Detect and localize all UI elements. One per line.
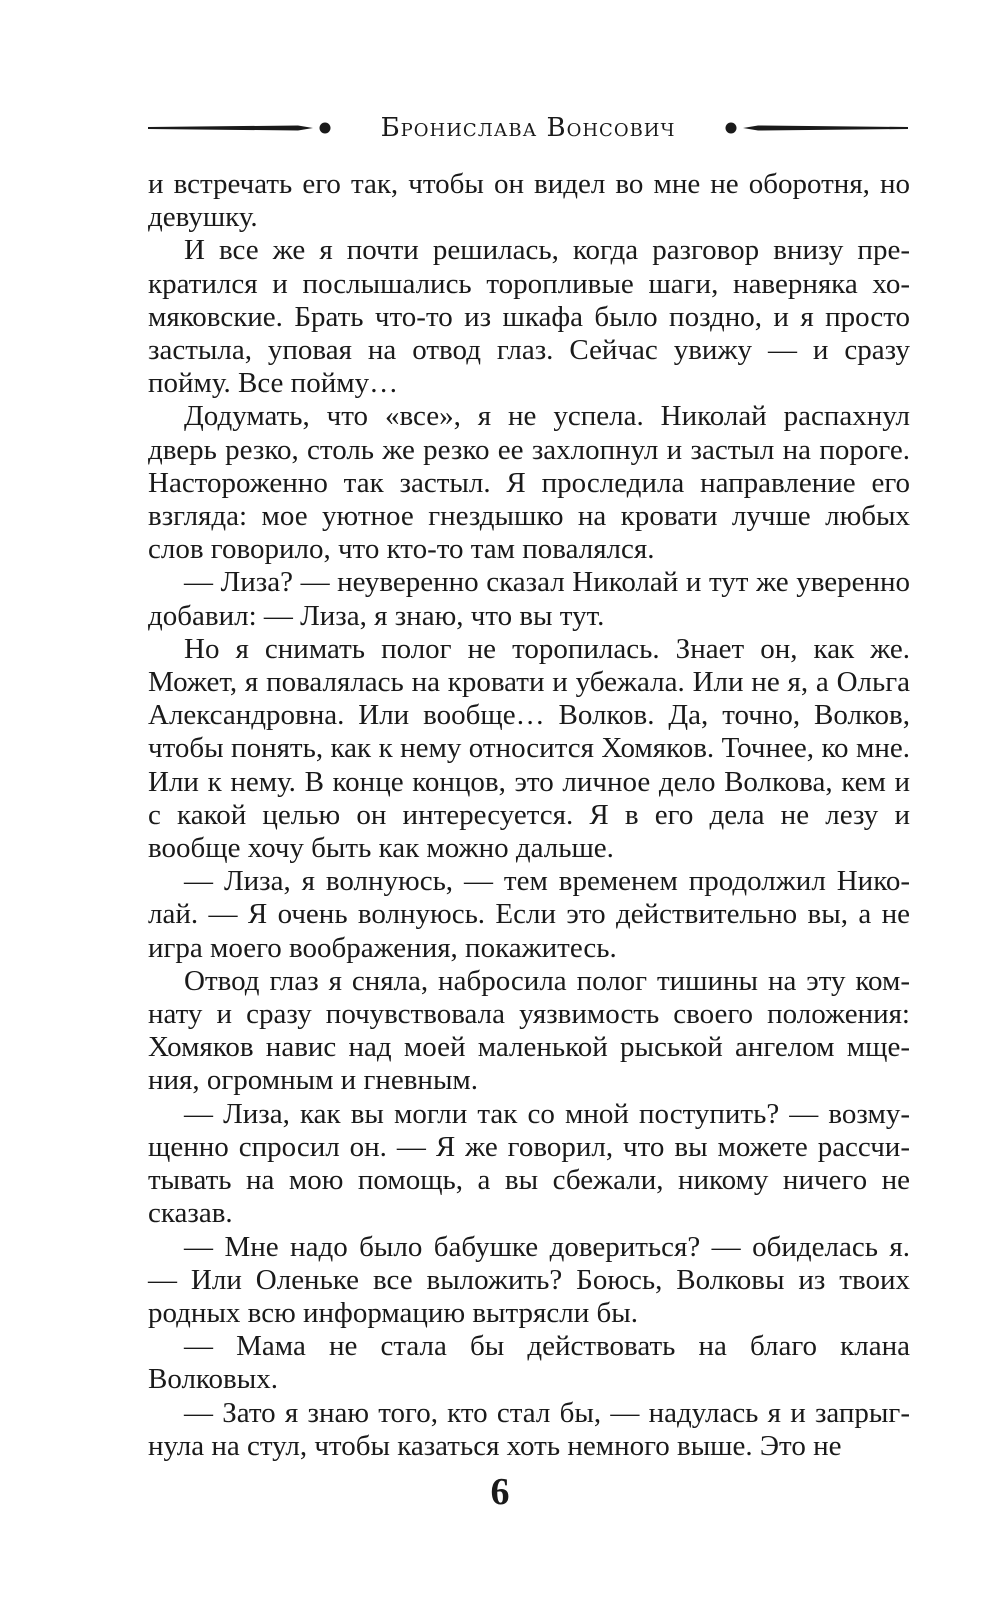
running-header — [148, 108, 908, 148]
ornamental-rule-left — [148, 120, 333, 136]
paragraph: — Лиза? — неуверенно сказал Николай и тут же уверенно добавил: — Лиза, я знаю, что вы тут. — [148, 566, 910, 632]
paragraph: — Лиза, как вы могли так со мной поступить? — возмущенно спросил он. — Я же говорил, что вы можете рассчитывать на мою помощь, а вы сбежали, никому ничего не сказав. — [148, 1097, 910, 1230]
page-number: 6 — [490, 1471, 510, 1513]
paragraph: — Зато я знаю того, кто стал бы, — надулась я и запрыгнула на стул, чтобы казаться хоть немного выше. Это не — [148, 1396, 910, 1462]
paragraph: Отвод глаз я сняла, набросила полог тишины на эту комнату и сразу почувствовала уязвимость своего положения: Хомяков навис над моей маленькой рыськой ангелом мщения, огромным и гневным. — [148, 964, 910, 1097]
running-header-title: Бронислава Вонсович — [380, 113, 676, 143]
paragraph: — Мне надо было бабушке довериться? — обиделась я. — Или Оленьке все выложить? Боюсь, Волковы из твоих родных всю информацию вытрясли бы. — [148, 1230, 910, 1329]
paragraph: И все же я почти решилась, когда разговор внизу прекратился и послышались торопливые шаги, наверняка хомяковские. Брать что-то из шкафа было поздно, и я просто застыла, уповая на отвод глаз. Сейчас увижу — и сразу пойму. Все пойму… — [148, 234, 910, 400]
paragraph: и встречать его так, чтобы он видел во мне не оборотня, но девушку. — [148, 168, 910, 234]
body-text — [148, 168, 910, 1463]
paragraph: Но я снимать полог не торопилась. Знает он, как же. Может, я повалялась на кровати и убежала. Или не я, а Ольга Александровна. Или вообще… Волков. Да, точно, Волков, чтобы понять, как к нему относится Хомяков. Точнее, ко мне. Или к нему. В конце концов, это личное дело Волкова, кем и с какой целью он интересуется. Я в его дела не лезу и вообще хочу быть как можно дальше. — [148, 632, 910, 865]
paragraph: — Мама не стала бы действовать на благо клана Волковых. — [148, 1330, 910, 1396]
paragraph: — Лиза, я волнуюсь, — тем временем продолжил Николай. — Я очень волнуюсь. Если это действительно вы, а не игра моего воображения, покажитесь. — [148, 865, 910, 964]
paragraph: Додумать, что «все», я не успела. Николай распахнул дверь резко, столь же резко ее захлопнул и застыл на пороге. Настороженно так застыл. Я проследила направление его взгляда: мое уютное гнездышко на кровати лучше любых слов говорило, что кто-то там повалялся. — [148, 400, 910, 566]
ornamental-rule-right — [723, 120, 908, 136]
